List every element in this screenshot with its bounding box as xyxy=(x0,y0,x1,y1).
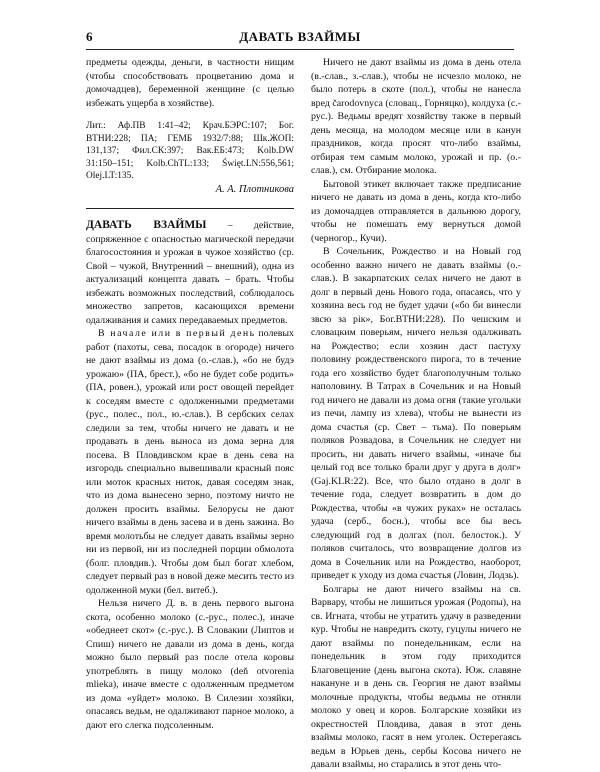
paragraph: предметы одежды, деньги, в частности нищим (чтобы способствовать процветанию дома и домочадцев), беременной женщине (с целью избежать ущерба в хозяйстве). xyxy=(86,57,294,109)
entry-divider xyxy=(86,208,294,209)
paragraph: Нельзя ничего Д. в. в день первого выгона скота, особенно молоко (с.-рус., полес.), иначе «обеднеет скот» (с.-рус.). В Словакии (Липтов и Спиш) ничего не давали из дома в день, когда можно было первый раз после отела коровы употреблять в пищу молоко (deň otvorenia mlieka), иначе вместе с одолженным предметом из дома «уйдет» молоко. В Силезии хозяйки, опасаясь ведьм, не одалживают парное молоко, а дают его слегка подсоленным. xyxy=(86,598,294,731)
entry-text: – действие, сопряженное с опасностью магической передачи благосостояния и урожая в чужое хозяйство (ср. Свой – чужой, Внутренний – внешний), одна из актуализаций концепта давать – брать. Чтобы избежать возможных последствий, соблюдалось множество запретов, касающихся времени одалживания и самих передаваемых предметов. xyxy=(86,220,294,326)
running-title: ДАВАТЬ ВЗАЙМЫ xyxy=(239,29,361,44)
page-number: 6 xyxy=(86,29,93,44)
entry-title: ДАВАТЬ ВЗАЙМЫ xyxy=(86,219,207,231)
paragraph: Ничего не дают взаймы из дома в день отела (в.-слав., з.-слав.), чтобы не исчезло молоко, не было потерь в скоте (пол.), чтобы не нанесла вред čarodovnyca (словац., Горняцко), колдуха (с.-рус.). Ведьмы вредят хозяйству также в первый день месяца, на молодом месяце или в канун праздников, когда просят что-либо взаймы, отбирая тем самым молоко, урожай и пр. (о.-слав.), см. Отбирание молока. xyxy=(311,57,521,176)
author: А. А. Плотникова xyxy=(215,183,294,195)
paragraph: Болгары не дают ничего взаймы на св. Варвару, чтобы не лишиться урожая (Родопы), на св. Игната, чтобы не утратить удачу в разведении кур. Чтобы не навредить скоту, гуцулы ничего не дают взаймы по понедельникам, если на понедельник в этом году приходится Благовещение (день выгона скота). Юж. славяне накануне и в день св. Георгия не дают взаймы молочные продукты, чтобы ведьмы не отняли молоко у овец и коров. Болгарские хозяйки из окрестностей Пловдива, давая в этот день взаймы молоко, гасят в нем уголек. Остерегаясь ведьм в Юрьев день, сербы Косова ничего не давали взаймы, но старались в этот день что- xyxy=(311,583,521,770)
right-column xyxy=(311,56,521,772)
paragraph: В Сочельник, Рождество и на Новый год особенно важно ничего не давать взаймы (о.-слав.). В закарпатских селах ничего не дают в долг в первый день Нового года, опасаясь, что у хозяина весь год не будет удачи («бо би винесли звсю за рік», Бог.ВТНИ:228). По чешским и словацким поверьям, ничего нельзя одалживать на Рождество; если хозяин даст пастуху половину рождественского пирога, то в течение года его хозяйство будет благополучным только наполовину. В Татрах в Сочельник и на Новый год ничего не давали из дома огня (такие угольки из печи, лампу из хлева), чтобы не вынести из дома счастья (ср. Свет – тьма). По поверьям поляков Розвадова, в Сочельник не следует ни просить, ни давать ничего взаймы, «иначе бы целый год все только брали друг у друга в долг» (Gaj.KLR:22). Все, что было отдано в долг в течение года, следует возвратить в дом до Рождества, чтобы «в чужих руках» не осталась удача (серб., босн.), чтобы все бы весь следующий год в долгах (пол. белосток.). У поляков считалось, что возвращение долгов из дома в Сочельник или на Рождество, наоборот, приведет к уходу из дома счастья (Ловин, Лодзь). xyxy=(311,246,521,581)
header-rule xyxy=(86,49,514,50)
entry-paragraph xyxy=(86,219,294,327)
literature-list: Лит.: Аф.ПВ 1:41–42; Крач.БЭРС:107; Бог. ВТНИ:228; ПА; ГЕМБ 1932/7:88; Шк.ЖОП: 131,137; Фил.СК:397; Вак.ЕБ:473; Kolb.DW 31:150–151; Kolb.ChTL:133; Święt.LN:556,561; Olej.LT:135. xyxy=(86,121,294,181)
paragraph: Бытовой этикет включает также предписание ничего не давать из дома в день, когда кто-либо из домочадцев отправляется в дальнюю дорогу, чтобы не помешать ему вернуться домой (черногор., Кучи). xyxy=(311,178,521,244)
left-column xyxy=(86,56,294,732)
paragraph xyxy=(86,327,294,597)
paragraph-text: полевых работ (пахоты, сева, посадок в огороде) ничего не дают взаймы из дома (о.-слав.), «бо не будэ урожаю» (ПА, брест.), «бо не будет собе родить» (ПА, ровен.), урожай или рост овощей перейдет к соседям вместе с одолженными предметами (рус., полес., пол., ю.-слав.). В сербских селах следили за тем, чтобы ничего не давать и не продавать в день выноса из дома зерна для посева. В Пловдивском крае в день сева на изгородь специально вывешивали красный пояс или моток красных ниток, давая соседям знак, что из дома вынесено зерно, поэтому ничто не должен просить взаймы. Белорусы не дают ничего взаймы в день засева и в день зажина. Во время молотьбы не следует давать взаймы зерно ни из первой, ни из последней порции обмолота (болг. пловдив.). Чтобы дом был богат хлебом, следует первый раз в новой деже месить тесто из одолженной муки (бел. витеб.). xyxy=(86,328,294,596)
spaced-lead: В начале или в первый день xyxy=(98,328,256,339)
